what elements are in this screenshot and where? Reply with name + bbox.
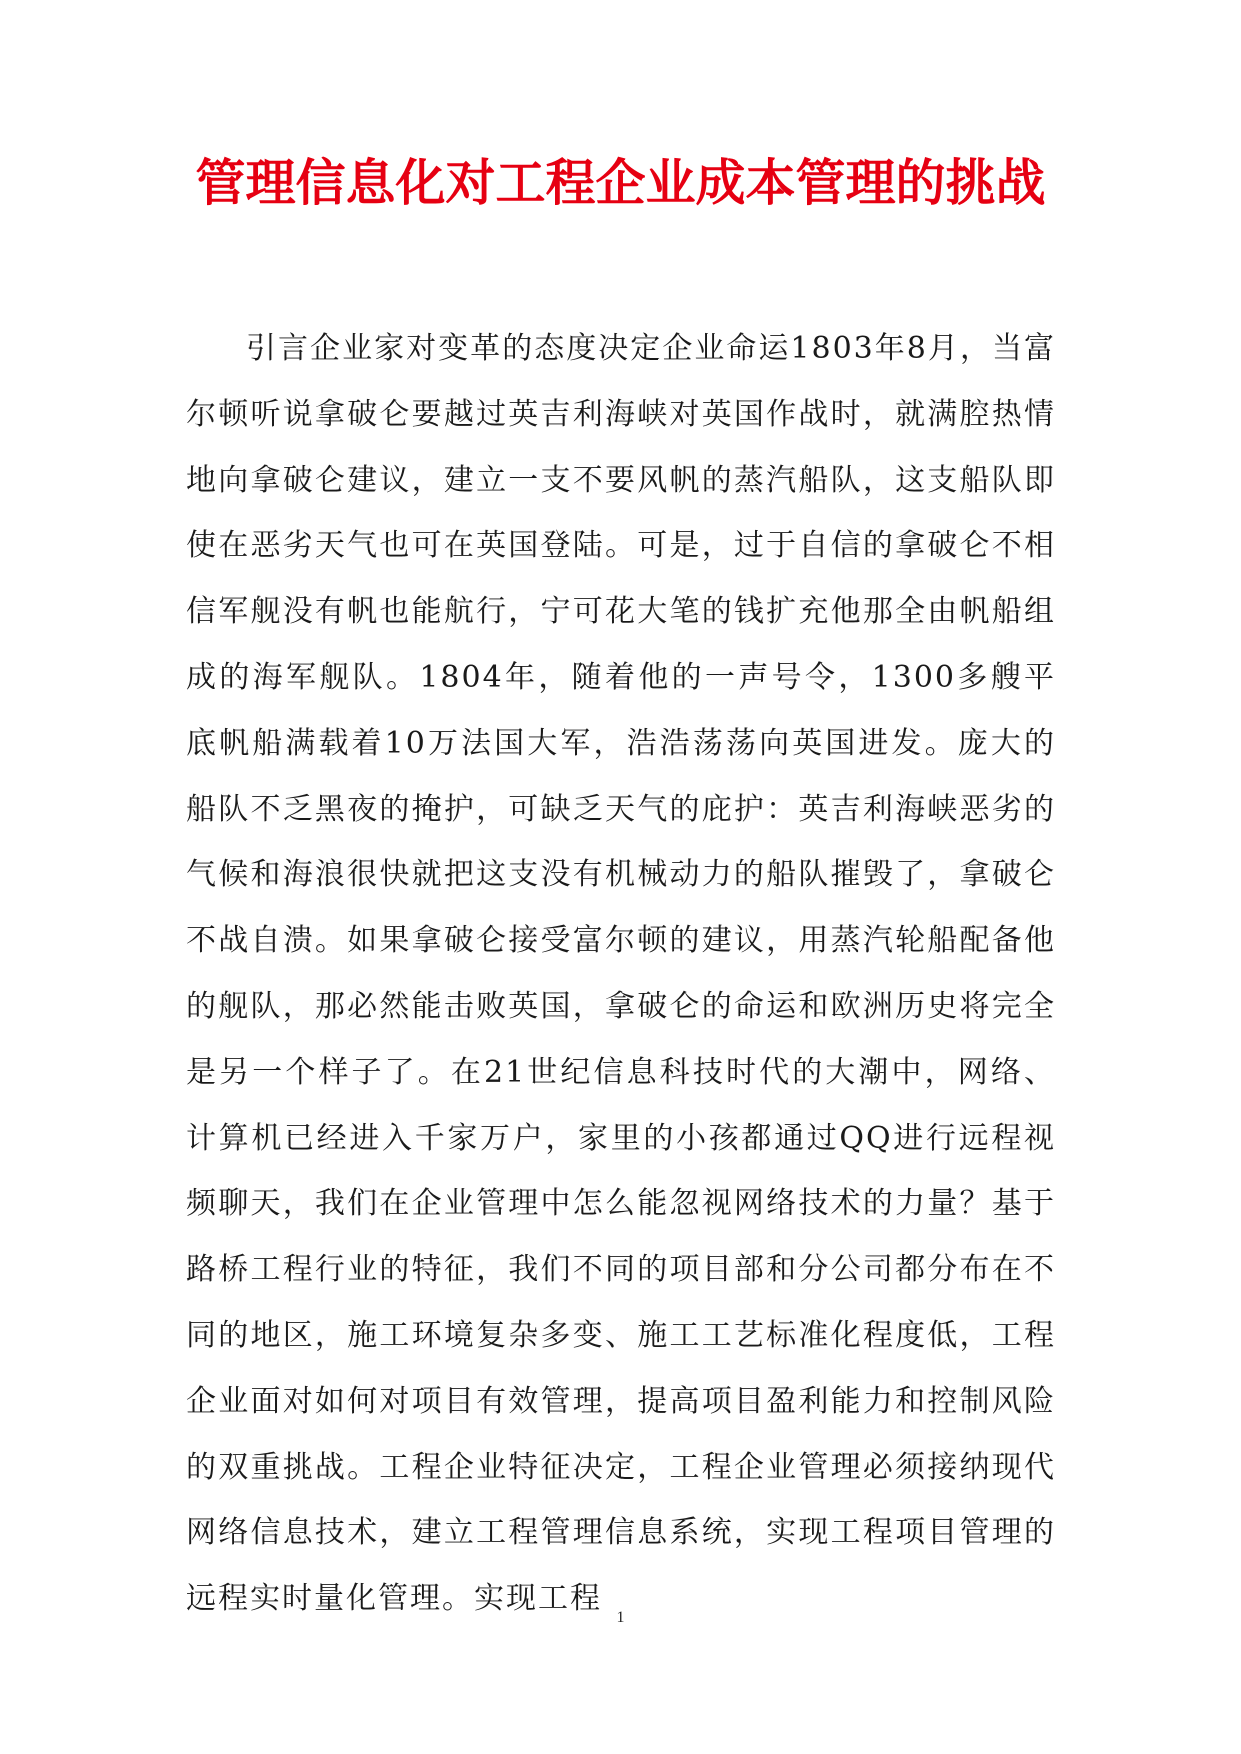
document-title: 管理信息化对工程企业成本管理的挑战 bbox=[195, 154, 1046, 212]
body-paragraph: 引言企业家对变革的态度决定企业命运1803年8月，当富尔顿听说拿破仑要越过英吉利海峡对英国作战时，就满腔热情地向拿破仑建议，建立一支不要风帆的蒸汽船队，这支船队即使在恶劣天气也可在英国登陆。可是，过于自信的拿破仑不相信军舰没有帆也能航行，宁可花大笔的钱扩充他那全由帆船组成的海军舰队。1804年，随着他的一声号令，1300多艘平底帆船满载着10万法国大军，浩浩荡荡向英国进发。庞大的船队不乏黑夜的掩护，可缺乏天气的庇护：英吉利海峡恶劣的气候和海浪很快就把这支没有机械动力的船队摧毁了，拿破仑不战自溃。如果拿破仑接受富尔顿的建议，用蒸汽轮船配备他的舰队，那必然能击败英国，拿破仑的命运和欧洲历史将完全是另一个样子了。在21世纪信息科技时代的大潮中，网络、计算机已经进入千家万户，家里的小孩都通过QQ进行远程视频聊天，我们在企业管理中怎么能忽视网络技术的力量？基于路桥工程行业的特征，我们不同的项目部和分公司都分布在不同的地区，施工环境复杂多变、施工工艺标准化程度低，工程企业面对如何对项目有效管理，提高项目盈利能力和控制风险的双重挑战。工程企业特征决定，工程企业管理必须接纳现代网络信息技术，建立工程管理信息系统，实现工程项目管理的远程实时量化管理。实现工程 bbox=[186, 331, 1056, 1617]
page-number: 1 bbox=[616, 1609, 625, 1626]
